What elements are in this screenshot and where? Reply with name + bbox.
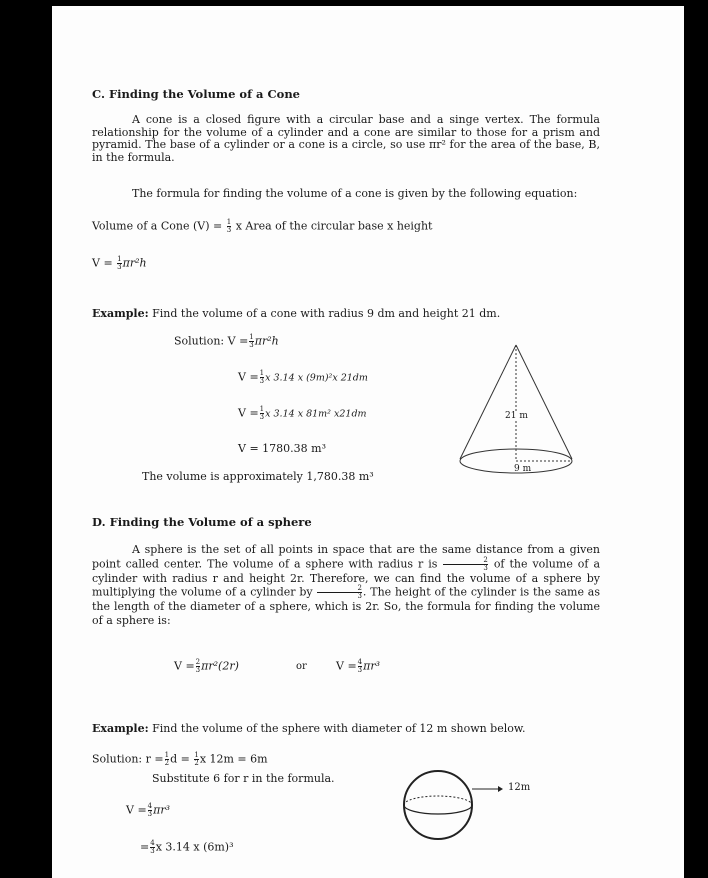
cone-eq-suffix: x Area of the circular base x height <box>235 219 433 233</box>
example-label: Example: <box>92 307 149 320</box>
substitute-text: Substitute 6 for r in the formula. <box>152 772 335 785</box>
or-text: or <box>296 661 307 672</box>
cone-solution-step4: V = 1780.38 m³ <box>238 442 326 455</box>
section-c-heading: C. Finding the Volume of a Cone <box>92 87 300 101</box>
cone-solution-step2: V = $\frac{1}{3}$ x 3.14 x (9m)²x 21dm <box>238 369 368 385</box>
cone-radius-label: 9 m <box>514 464 532 474</box>
cone-conclusion: The volume is approximately 1,780.38 m³ <box>142 470 374 483</box>
example-label: Example: <box>92 722 149 735</box>
sphere-figure <box>402 766 512 846</box>
example-text: Find the volume of a cone with radius 9 dm and height 21 dm. <box>152 307 501 320</box>
section-c-para1: A cone is a closed figure with a circular base and a singe vertex. The formula relationship for the volume of a cylinder and a cone are similar to those for a prism and pyramid. The base of a cylinder or a cone is a circle, so use πr² for the area of the base, B, in the formula. <box>92 113 600 164</box>
sphere-diameter-label: 12m <box>508 782 531 793</box>
document-page <box>52 6 684 878</box>
sphere-example <box>92 722 526 735</box>
sphere-solution-line1: Solution: r = $\frac{1}{2}$ d = $\frac{1}{2}$ x 12m = 6m <box>92 751 268 767</box>
section-d-para: A sphere is the set of all points in space that are the same distance from a given point called center. The volume of a sphere with radius r is $\frac{2}{3}$ of the volume of a cylinder with radius r and height 2r. Therefore, we can find the volume of a sphere by multiplying the volume of a cylinder by $\frac{2}{3}$ . The height of the cylinder is the same as the length of the diameter of a sphere, which is 2r. So, the formula for finding the volume of a sphere is: <box>92 543 601 627</box>
cone-example <box>92 307 500 320</box>
cone-formula: V = $\frac{1}{3}$ πr²h <box>92 255 147 271</box>
sphere-formula-2: V = $\frac{4}{3}$ πr³ <box>336 658 381 674</box>
sphere-solution-step1: V = $\frac{4}{3}$ πr³ <box>126 802 171 818</box>
section-c-para2: The formula for finding the volume of a cone is given by the following equation: <box>132 187 578 200</box>
cone-volume-word-equation <box>92 219 432 234</box>
cone-height-label: 21 m <box>505 411 528 421</box>
section-d-heading: D. Finding the Volume of a sphere <box>92 515 312 529</box>
example-text: Find the volume of the sphere with diameter of 12 m shown below. <box>152 722 526 735</box>
cone-solution-line1: Solution: V = $\frac{1}{3}$ πr²h <box>174 333 279 349</box>
fraction-one-third: $\frac{1}{3}$ <box>226 218 232 234</box>
sphere-solution-step2: = $\frac{4}{3}$ x 3.14 x (6m)³ <box>140 839 234 855</box>
cone-eq-prefix: Volume of a Cone (V) = <box>92 219 223 233</box>
sphere-formula-1: V = $\frac{2}{3}$ πr²(2r) <box>174 658 239 674</box>
cone-solution-step3: V = $\frac{1}{3}$ x 3.14 x 81m² x21dm <box>238 405 367 421</box>
